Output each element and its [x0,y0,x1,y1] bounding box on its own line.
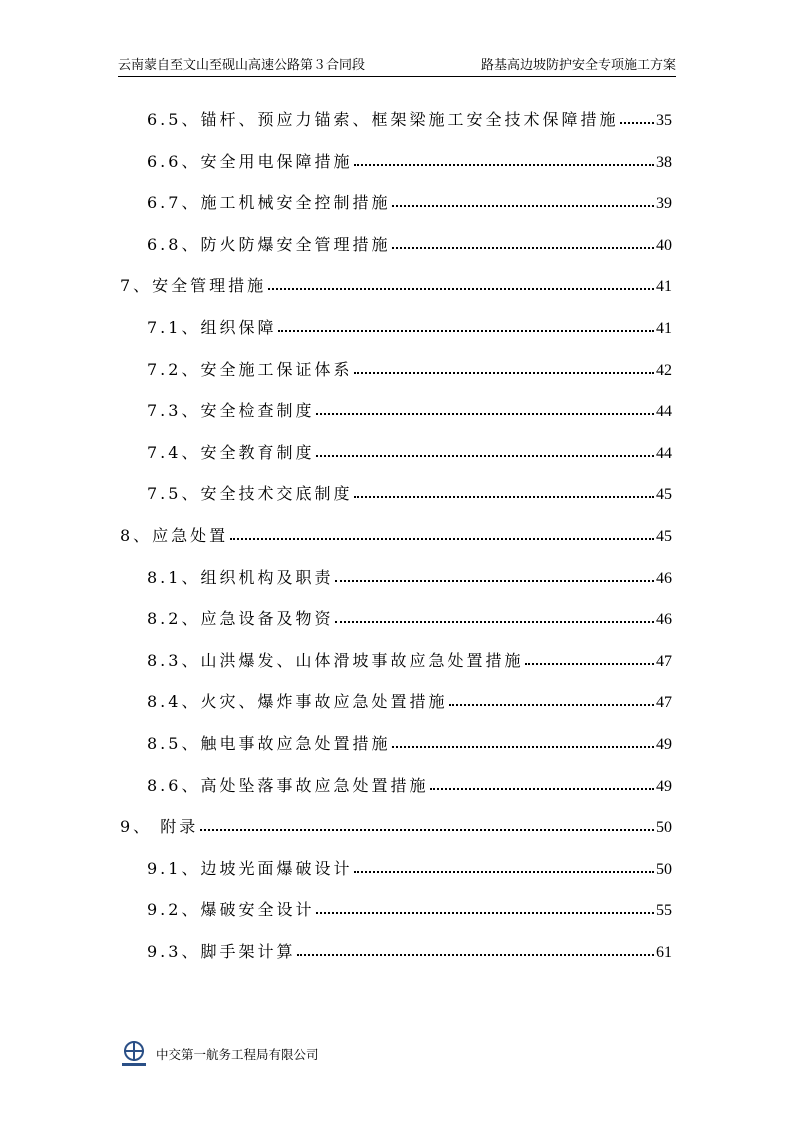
toc-leader-dots [200,828,654,831]
toc-entry-label: 8.4、火灾、爆炸事故应急处置措施 [147,692,448,712]
toc-entry-label: 7.2、安全施工保证体系 [147,359,353,379]
toc-entry[interactable] [147,647,672,671]
toc-entry-page-number: 49 [656,736,672,753]
toc-entry[interactable] [147,397,672,421]
toc-entry-page-number: 40 [656,236,672,254]
toc-leader-dots [316,911,654,914]
toc-entry-label: 8.6、高处坠落事故应急处置措施 [147,775,429,795]
toc-entry-page-number: 39 [656,195,672,213]
toc-leader-dots [525,662,654,665]
toc-leader-dots [620,121,654,124]
toc-entry-label: 9.3、脚手架计算 [147,942,296,961]
toc-leader-dots [335,579,654,582]
toc-entry-page-number: 42 [656,361,672,379]
toc-entry-label: 9、 附录 [120,817,199,837]
company-logo-icon [118,1038,150,1070]
toc-entry[interactable] [120,813,672,837]
toc-entry-page-number: 45 [656,528,672,545]
toc-entry-page-number: 46 [656,611,672,629]
toc-leader-dots [278,329,654,332]
toc-leader-dots [297,953,654,956]
toc-leader-dots [316,412,654,415]
toc-entry-label: 6.5、锚杆、预应力锚索、框架梁施工安全技术保障措施 [147,110,619,129]
toc-entry-page-number: 55 [656,902,672,920]
page-footer [118,1034,319,1074]
toc-leader-dots [392,246,654,249]
toc-entry-page-number: 41 [656,320,672,337]
toc-entry-label: 8.1、组织机构及职责 [147,567,334,587]
toc-leader-dots [230,537,654,540]
toc-entry[interactable] [147,855,672,879]
toc-entry[interactable] [147,730,672,754]
toc-leader-dots [354,870,654,873]
toc-entry-page-number: 44 [656,403,672,421]
toc-entry-label: 7.1、组织保障 [147,318,277,337]
toc-leader-dots [268,287,654,290]
toc-entry-label: 7、安全管理措施 [120,276,267,296]
toc-entry-page-number: 61 [656,944,672,961]
page-header [118,54,676,77]
toc-entry-label: 8.3、山洪爆发、山体滑坡事故应急处置措施 [147,650,524,670]
header-document-title: 路基高边坡防护安全专项施工方案 [480,58,676,73]
toc-entry-page-number: 49 [656,777,672,795]
toc-entry-page-number: 45 [656,486,672,504]
toc-entry[interactable] [147,189,672,213]
toc-leader-dots [449,703,654,706]
toc-entry[interactable] [147,439,672,463]
toc-entry[interactable] [147,231,672,255]
toc-entry-label: 8.2、应急设备及物资 [147,609,334,629]
toc-entry[interactable] [147,938,672,962]
toc-entry-label: 7.5、安全技术交底制度 [147,484,353,504]
toc-leader-dots [430,787,654,790]
toc-entry-page-number: 50 [656,819,672,837]
toc-entry[interactable] [147,106,672,130]
toc-entry[interactable] [147,314,672,338]
toc-entry-page-number: 35 [656,112,672,129]
toc-entry-page-number: 47 [656,694,672,712]
toc-entry-page-number: 38 [656,153,672,171]
toc-entry[interactable] [147,896,672,920]
toc-leader-dots [392,745,654,748]
toc-entry-page-number: 44 [656,444,672,462]
header-project-title: 云南蒙自至文山至砚山高速公路第３合同段 [118,58,366,73]
toc-entry[interactable] [147,564,672,588]
toc-entry[interactable] [147,480,672,504]
toc-entry[interactable] [120,272,672,296]
toc-entry-label: 8.5、触电事故应急处置措施 [147,734,391,753]
toc-leader-dots [354,163,654,166]
toc-entry-page-number: 47 [656,652,672,670]
toc-entry-label: 7.4、安全教育制度 [147,442,315,462]
toc-entry-label: 7.3、安全检查制度 [147,401,315,421]
toc-entry-label: 6.8、防火防爆安全管理措施 [147,234,391,254]
toc-entry-label: 9.2、爆破安全设计 [147,900,315,920]
toc-entry[interactable] [147,772,672,796]
toc-entry-label: 6.7、施工机械安全控制措施 [147,193,391,213]
toc-entry[interactable] [120,522,672,546]
toc-leader-dots [354,371,654,374]
toc-entry[interactable] [147,688,672,712]
toc-entry-page-number: 46 [656,569,672,587]
toc-entry-label: 8、应急处置 [120,526,229,545]
company-name: 中交第一航务工程局有限公司 [156,1047,319,1062]
toc-entry[interactable] [147,356,672,380]
toc-leader-dots [392,204,654,207]
toc-entry-label: 9.1、边坡光面爆破设计 [147,858,353,878]
toc-entry-label: 6.6、安全用电保障措施 [147,151,353,171]
toc-leader-dots [354,495,654,498]
toc-entry[interactable] [147,148,672,172]
toc-leader-dots [316,454,654,457]
toc-leader-dots [335,620,654,623]
toc-entry[interactable] [147,605,672,629]
toc-entry-page-number: 50 [656,860,672,878]
toc-entry-page-number: 41 [656,278,672,296]
